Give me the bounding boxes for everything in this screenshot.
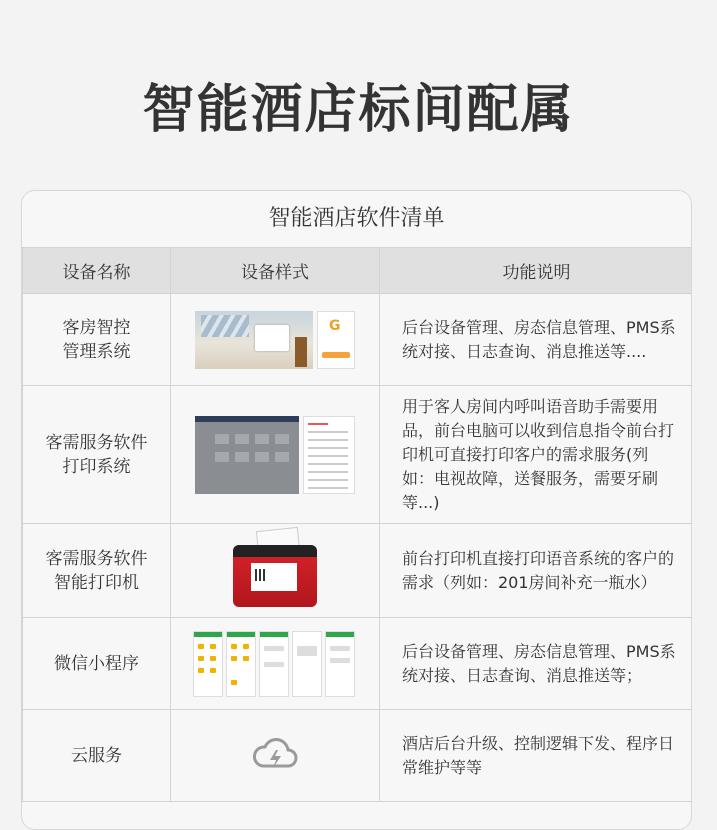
g-logo-icon: G xyxy=(329,317,341,334)
room-control-screenshot xyxy=(195,311,355,369)
device-image-cell xyxy=(171,710,380,802)
function-desc: 前台打印机直接打印语音系统的客户的需求（列如：201房间补充一瓶水） xyxy=(380,524,693,618)
table-row xyxy=(23,710,693,802)
page-title: 智能酒店标间配属 xyxy=(142,80,575,140)
red-printer-photo xyxy=(229,529,321,613)
dashboard-screenshot xyxy=(195,416,355,494)
table-row xyxy=(23,294,693,386)
function-desc: 酒店后台升级、控制逻辑下发、程序日常维护等等 xyxy=(380,710,693,802)
header-device-name: 设备名称 xyxy=(23,248,171,294)
function-desc: 用于客人房间内呼叫语音助手需要用品，前台电脑可以收到信息指令前台打印机可直接打印客户的需求服务(列如：电视故障，送餐服务，需要牙刷等...) xyxy=(380,386,693,524)
table-row xyxy=(23,524,693,618)
function-desc: 后台设备管理、房态信息管理、PMS系统对接、日志查询、消息推送等； xyxy=(380,618,693,710)
device-name: 客需服务软件 打印系统 xyxy=(23,386,171,524)
table-row xyxy=(23,618,693,710)
device-name: 客需服务软件 智能打印机 xyxy=(23,524,171,618)
device-image-cell xyxy=(171,294,380,386)
function-desc: 后台设备管理、房态信息管理、PMS系统对接、日志查询、消息推送等.... xyxy=(380,294,693,386)
header-function-desc: 功能说明 xyxy=(380,248,693,294)
software-table xyxy=(22,247,692,802)
cloud-lightning-icon xyxy=(250,734,300,778)
software-list-card xyxy=(21,190,692,830)
mini-program-screenshots xyxy=(193,631,357,697)
table-row xyxy=(23,386,693,524)
device-name: 云服务 xyxy=(23,710,171,802)
device-name: 客房智控 管理系统 xyxy=(23,294,171,386)
device-image-cell xyxy=(171,386,380,524)
device-image-cell xyxy=(171,524,380,618)
card-title: 智能酒店软件清单 xyxy=(22,191,691,247)
device-name: 微信小程序 xyxy=(23,618,171,710)
header-device-style: 设备样式 xyxy=(171,248,380,294)
device-image-cell xyxy=(171,618,380,710)
table-header-row xyxy=(23,248,693,294)
